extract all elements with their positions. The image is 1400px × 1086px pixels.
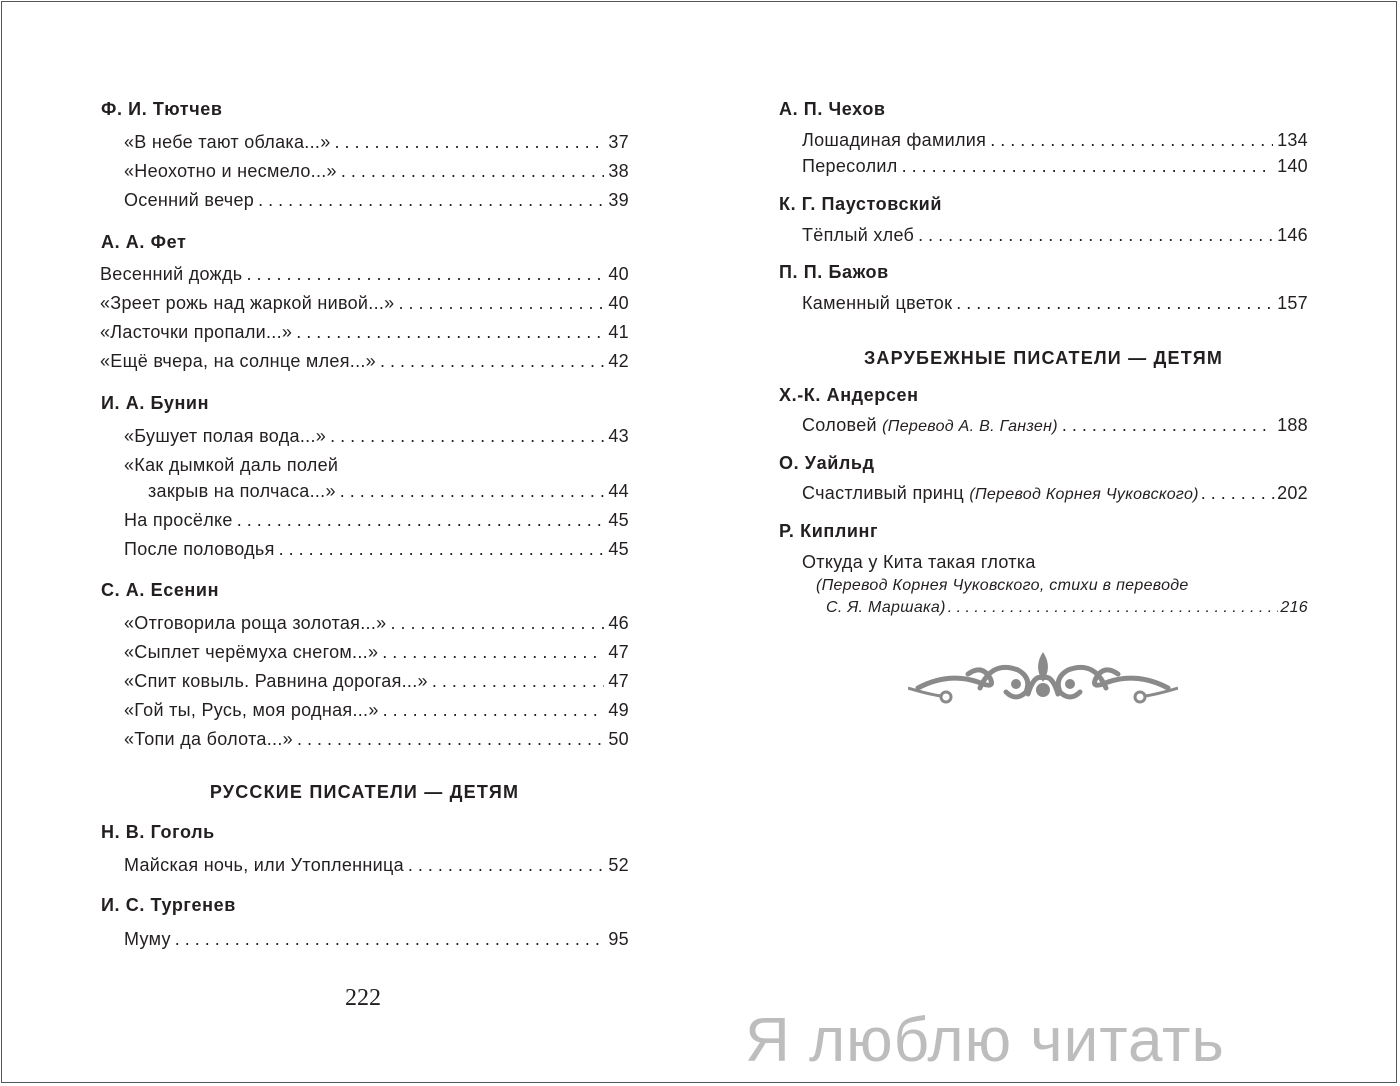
dot-leader (297, 729, 604, 750)
author-bazhov: П. П. Бажов (779, 262, 889, 282)
author-chekhov: А. П. Чехов (779, 99, 886, 119)
dot-leader (1062, 415, 1273, 436)
dot-leader (383, 700, 605, 721)
toc-title: «Топи да болота...» (124, 729, 293, 749)
dot-leader (341, 161, 605, 182)
toc-page: 44 (608, 481, 629, 501)
toc-page: 95 (608, 929, 629, 949)
toc-title: Майская ночь, или Утопленница (124, 855, 404, 875)
dot-leader (340, 481, 605, 502)
dot-leader (408, 855, 604, 876)
toc-title[interactable]: Откуда у Кита такая глотка (802, 552, 1036, 572)
toc-title: «В небе тают облака...» (124, 132, 331, 152)
section-heading-foreign: ЗАРУБЕЖНЫЕ ПИСАТЕЛИ — ДЕТЯМ (863, 348, 1224, 368)
toc-title: Пересолил (802, 156, 898, 176)
dot-leader (382, 642, 604, 663)
toc-page: 188 (1277, 415, 1308, 435)
toc-page: 46 (608, 613, 629, 633)
dot-leader (258, 190, 604, 211)
toc-page: 41 (608, 322, 629, 342)
toc-page: 140 (1277, 156, 1308, 176)
dot-leader (956, 293, 1273, 314)
toc-title: «Ещё вчера, на солнце млея...» (100, 351, 376, 371)
ornament-divider (908, 648, 1178, 710)
dot-leader (918, 225, 1273, 246)
dot-leader (330, 426, 604, 447)
toc-entry[interactable] (124, 510, 629, 531)
toc-page: 49 (608, 700, 629, 720)
toc-title: Тёплый хлеб (802, 225, 915, 245)
author-esenin: С. А. Есенин (101, 580, 220, 600)
toc-entry[interactable] (802, 483, 1308, 504)
page-number: 222 (345, 985, 381, 1011)
translator-note: (Перевод А. В. Ганзен) (882, 418, 1058, 435)
toc-title: Муму (124, 929, 171, 949)
toc-title: закрыв на полчаса...» (148, 481, 336, 501)
toc-entry[interactable] (124, 642, 629, 663)
toc-page: 52 (608, 855, 629, 875)
author-fet: А. А. Фет (101, 232, 187, 252)
section-heading-russian: РУССКИЕ ПИСАТЕЛИ — ДЕТЯМ (209, 782, 520, 802)
toc-title: Весенний дождь (100, 264, 243, 284)
toc-entry[interactable] (148, 481, 629, 502)
dot-leader (390, 613, 604, 634)
toc-entry[interactable] (100, 322, 629, 343)
toc-entry[interactable] (124, 132, 629, 153)
toc-page: 134 (1277, 130, 1308, 150)
author-tyutchev: Ф. И. Тютчев (101, 99, 223, 119)
dot-leader (335, 132, 605, 153)
toc-title: На просёлке (124, 510, 233, 530)
author-kipling: Р. Киплинг (779, 521, 879, 541)
toc-title: Каменный цветок (802, 293, 953, 313)
toc-entry[interactable] (124, 700, 629, 721)
dot-leader (948, 599, 1279, 617)
dot-leader (175, 929, 605, 950)
author-paustovsky: К. Г. Паустовский (779, 194, 943, 214)
toc-page: 42 (608, 351, 629, 371)
toc-entry[interactable] (124, 729, 629, 750)
toc-title: «Неохотно и несмело...» (124, 161, 337, 181)
toc-entry[interactable] (802, 293, 1308, 314)
toc-entry[interactable] (802, 415, 1308, 436)
toc-entry[interactable] (124, 671, 629, 692)
toc-entry[interactable] (100, 351, 629, 372)
dot-leader (1201, 483, 1275, 504)
toc-title: «Отговорила роща золотая...» (124, 613, 387, 633)
toc-title: «Сыплет черёмуха снегом...» (124, 642, 379, 662)
toc-page: 45 (608, 510, 629, 530)
translator-note: С. Я. Маршака) (826, 599, 946, 616)
toc-title: «Зреет рожь над жаркой нивой...» (100, 293, 395, 313)
toc-entry[interactable] (826, 599, 1308, 617)
author-turgenev: И. С. Тургенев (101, 895, 236, 915)
toc-title: «Бушует полая вода...» (124, 426, 327, 446)
toc-page: 157 (1277, 293, 1308, 313)
toc-entry[interactable] (100, 293, 629, 314)
toc-page: 43 (608, 426, 629, 446)
toc-page: 38 (608, 161, 629, 181)
toc-page: 47 (608, 642, 629, 662)
toc-entry[interactable] (100, 264, 629, 285)
dot-leader (246, 264, 604, 285)
toc-entry[interactable] (124, 539, 629, 560)
toc-title: Осенний вечер (124, 190, 255, 210)
toc-title: «Ласточки пропали...» (100, 322, 293, 342)
translator-note: (Перевод Корнея Чуковского) (969, 486, 1199, 503)
toc-entry[interactable] (124, 426, 629, 447)
dot-leader (380, 351, 604, 372)
toc-page: 37 (608, 132, 629, 152)
author-wilde: О. Уайльд (779, 453, 875, 473)
toc-entry[interactable] (124, 190, 629, 211)
author-bunin: И. А. Бунин (101, 393, 210, 413)
dot-leader (399, 293, 605, 314)
toc-page: 202 (1277, 483, 1308, 503)
toc-entry[interactable] (802, 225, 1308, 246)
watermark: Я люблю читать (745, 1006, 1225, 1075)
dot-leader (237, 510, 605, 531)
toc-page: 40 (608, 264, 629, 284)
toc-page: 216 (1280, 599, 1308, 616)
dot-leader (902, 156, 1274, 177)
toc-entry[interactable] (802, 156, 1308, 177)
toc-page: 50 (608, 729, 629, 749)
toc-title-line1: «Как дымкой даль полей (124, 455, 339, 475)
toc-page: 47 (608, 671, 629, 691)
toc-title: «Гой ты, Русь, моя родная...» (124, 700, 379, 720)
toc-entry[interactable] (124, 161, 629, 182)
toc-title: Счастливый принц (Перевод Корнея Чуковского) (802, 483, 1199, 503)
toc-page: 146 (1277, 225, 1308, 245)
author-andersen: Х.-К. Андерсен (779, 385, 919, 405)
toc-title: После половодья (124, 539, 275, 559)
toc-page: 45 (608, 539, 629, 559)
toc-entry[interactable] (124, 855, 629, 876)
author-gogol: Н. В. Гоголь (101, 822, 215, 842)
toc-page: 39 (608, 190, 629, 210)
translator-note: (Перевод Корнея Чуковского, стихи в переводе (816, 577, 1189, 594)
toc-entry[interactable] (124, 613, 629, 634)
dot-leader (279, 539, 605, 560)
dot-leader (990, 130, 1273, 151)
toc-entry[interactable] (124, 929, 629, 950)
toc-title: «Спит ковыль. Равнина дорогая...» (124, 671, 428, 691)
toc-title: Лошадиная фамилия (802, 130, 987, 150)
toc-entry[interactable] (802, 130, 1308, 151)
dot-leader (432, 671, 605, 692)
toc-title: Соловей (Перевод А. В. Ганзен) (802, 415, 1058, 435)
dot-leader (296, 322, 604, 343)
toc-page: 40 (608, 293, 629, 313)
